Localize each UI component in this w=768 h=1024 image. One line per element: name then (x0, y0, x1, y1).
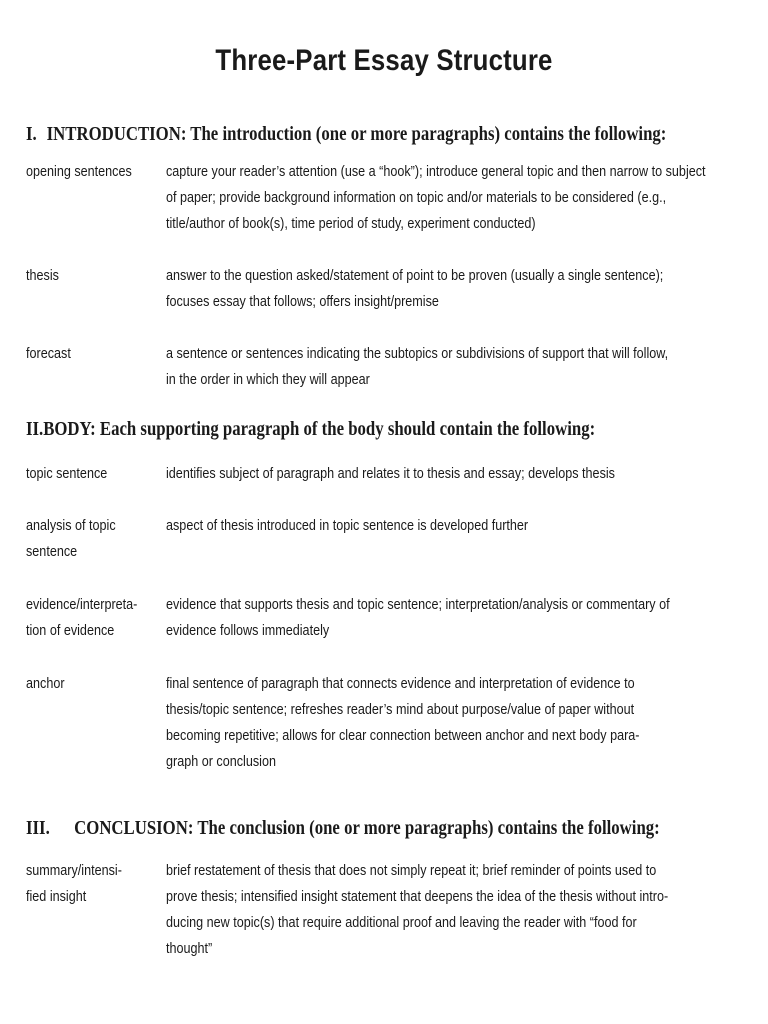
section-numeral: I. (26, 124, 37, 145)
entry-term: summary/intensi- fied insight (26, 862, 122, 905)
page-title: Three-Part Essay Structure (215, 44, 553, 77)
entry-term: anchor (26, 675, 65, 692)
entry-term: opening sentences (26, 163, 132, 180)
entry-definition: final sentence of paragraph that connects evidence and interpretation of evidence to thesis/topic sentence; refreshes reader’s mind about purpose/value of paper without becoming repetitive; allows for clear connection between anchor and next body para- graph or conclusion (166, 675, 640, 770)
section-heading-conclusion (26, 818, 660, 840)
entry-definition: answer to the question asked/statement of point to be proven (usually a single sentence); focuses essay that follows; offers insight/premise (166, 267, 664, 310)
entry-term: forecast (26, 345, 71, 362)
entry-definition: brief restatement of thesis that does not simply repeat it; brief reminder of points used to prove thesis; intensified insight statement that deepens the idea of the thesis without intro- ducing new topic(s) that require additional proof and leaving the reader with “food for thought” (166, 862, 669, 957)
entry-term: thesis (26, 267, 59, 284)
entry-definition: a sentence or sentences indicating the subtopics or subdivisions of support that will follow, in the order in which they will appear (166, 345, 669, 388)
entry-term: topic sentence (26, 465, 108, 482)
entry-definition: identifies subject of paragraph and relates it to thesis and essay; develops thesis (166, 465, 615, 482)
entry-definition: aspect of thesis introduced in topic sentence is developed further (166, 517, 529, 534)
section-heading-text: BODY: Each supporting paragraph of the body should contain the following: (43, 419, 596, 440)
section-heading-body (26, 419, 595, 441)
section-numeral: II. (26, 419, 44, 440)
section-heading-text: CONCLUSION: The conclusion (one or more paragraphs) contains the following: (74, 818, 660, 839)
section-heading-text: INTRODUCTION: The introduction (one or more paragraphs) contains the following: (46, 124, 667, 145)
entry-term: analysis of topic sentence (26, 517, 116, 560)
section-numeral: III. (26, 818, 50, 839)
entry-definition: capture your reader’s attention (use a “hook”); introduce general topic and then narrow to subject of paper; provide background information on topic and/or materials to be considered (e.g., title/author of book(s), time period of study, experiment conducted) (166, 163, 706, 232)
section-heading-introduction (26, 124, 666, 146)
entry-term: evidence/interpreta- tion of evidence (26, 596, 138, 639)
entry-definition: evidence that supports thesis and topic sentence; interpretation/analysis or commentary of evidence follows immediately (166, 596, 670, 639)
